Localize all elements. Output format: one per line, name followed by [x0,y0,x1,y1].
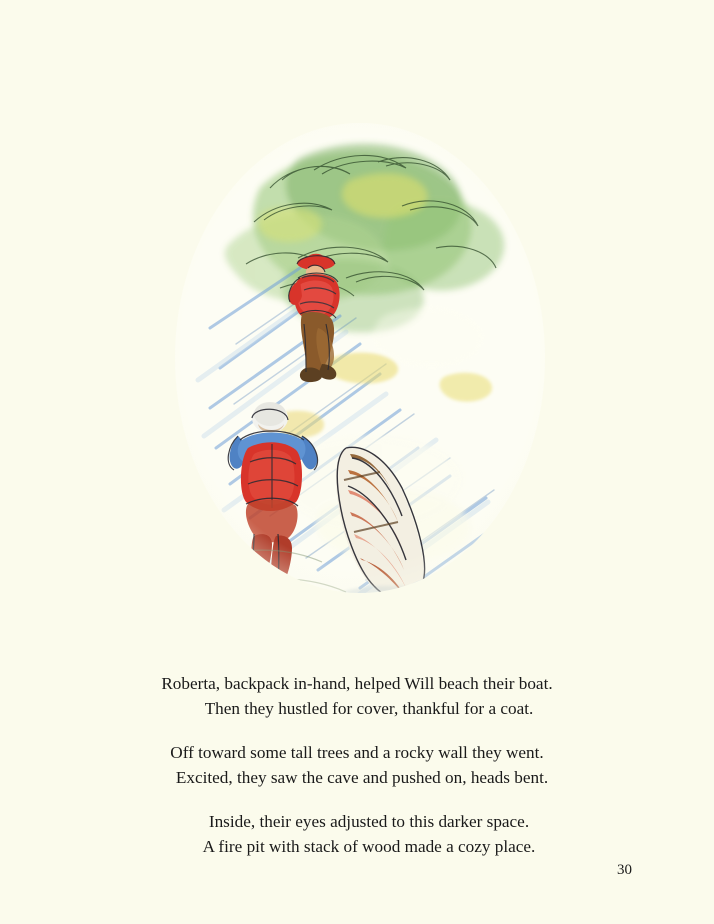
poem-line: Inside, their eyes adjusted to this darker space. [208,811,530,831]
poem-line: Excited, they saw the cave and pushed on, heads bent. [175,767,549,787]
poem-line: Off toward some tall trees and a rocky wall they went. [170,742,544,762]
poem-line: Roberta, backpack in-hand, helped Will beach their boat. [161,674,553,693]
stanza-3 [0,810,714,860]
page-number: 30 [617,862,632,878]
illustration-container [150,118,570,628]
poem-line: A fire pit with stack of wood made a cozy place. [202,836,536,856]
poem-text [0,672,714,860]
watercolor-illustration [150,118,570,628]
stanza-2 [0,741,714,791]
stanza-1 [0,672,714,722]
poem-line: Then they hustled for cover, thankful for a coat. [204,698,534,718]
